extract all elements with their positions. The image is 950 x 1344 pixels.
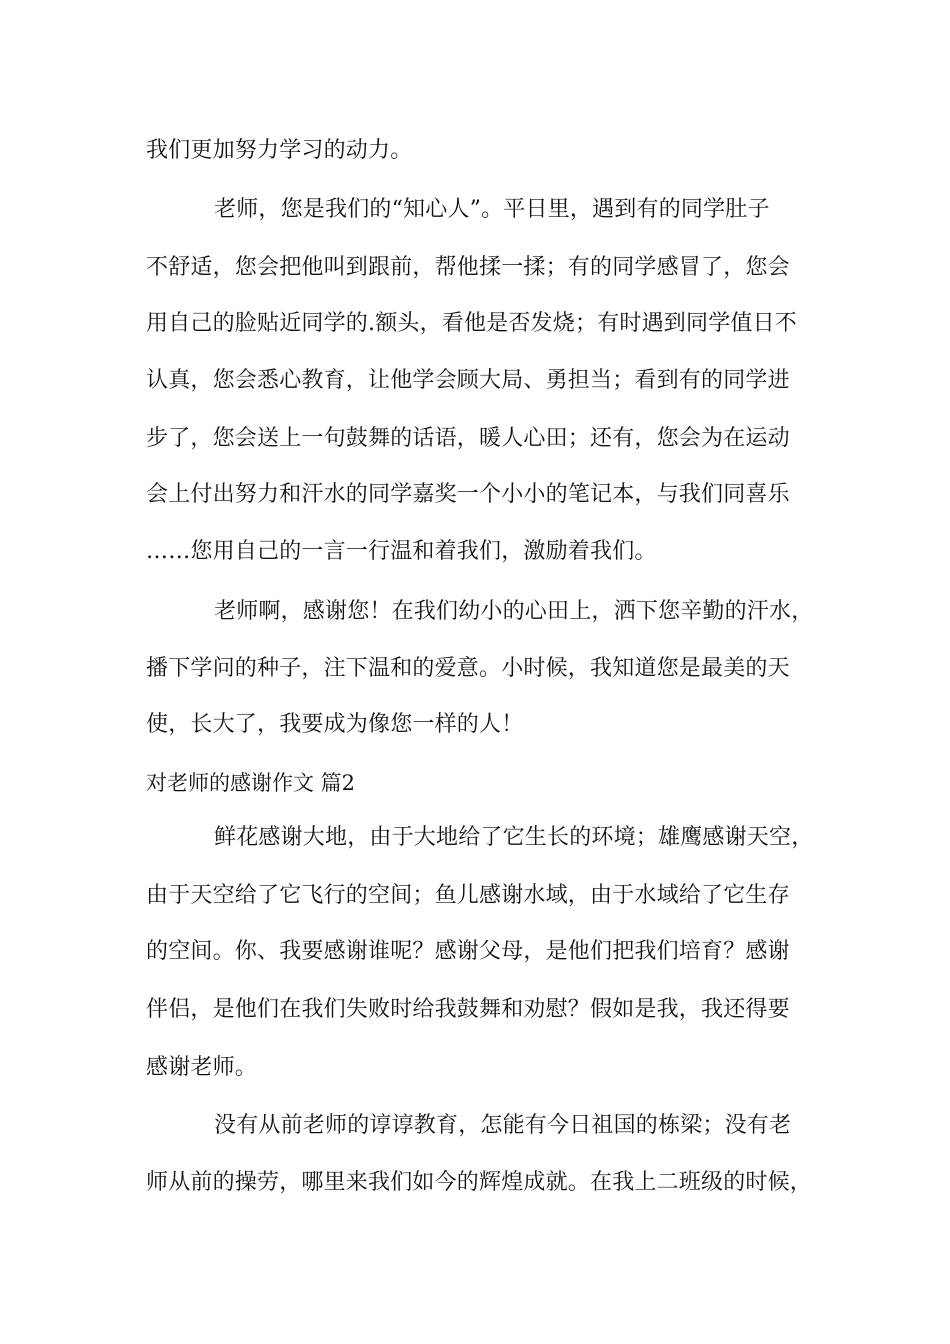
paragraph-line-9: 老师啊，感谢您！在我们幼小的心田上，洒下您辛勤的汗水， — [214, 599, 814, 624]
paragraph-line-12: 鲜花感谢大地，由于大地给了它生长的环境；雄鹰感谢天空， — [214, 825, 814, 850]
paragraph-line-11: 使，长大了，我要成为像您一样的人！ — [146, 712, 524, 737]
paragraph-line-16: 感谢老师。 — [146, 1055, 258, 1080]
paragraph-line-7: 会上付出努力和汗水的同学嘉奖一个小小的笔记本，与我们同喜乐 — [146, 482, 790, 507]
section-heading: 对老师的感谢作文 篇2 — [146, 771, 356, 795]
paragraph-line-3: 不舒适，您会把他叫到跟前，帮他揉一揉；有的同学感冒了，您会 — [146, 255, 790, 280]
paragraph-line-15: 伴侣，是他们在我们失败时给我鼓舞和劝慰？假如是我，我还得要 — [146, 997, 790, 1022]
paragraph-line-6: 步了，您会送上一句鼓舞的话语，暖人心田；还有，您会为在运动 — [146, 426, 790, 451]
paragraph-line-10: 播下学问的种子，注下温和的爱意。小时候，我知道您是最美的天 — [146, 656, 790, 681]
paragraph-line-18: 师从前的操劳，哪里来我们如今的辉煌成就。在我上二班级的时候， — [146, 1170, 813, 1195]
paragraph-line-14: 的空间。你、我要感谢谁呢？感谢父母，是他们把我们培育？感谢 — [146, 939, 790, 964]
paragraph-line-5: 认真，您会悉心教育，让他学会顾大局、勇担当；看到有的同学进 — [146, 368, 790, 393]
paragraph-line-8: ……您用自己的一言一行温和着我们，激励着我们。 — [146, 539, 657, 564]
paragraph-line-1: 我们更加努力学习的动力。 — [146, 138, 413, 163]
paragraph-line-2: 老师，您是我们的“知心人”。平日里，遇到有的同学肚子 — [214, 197, 770, 222]
paragraph-line-4: 用自己的脸贴近同学的.额头，看他是否发烧；有时遇到同学值日不 — [146, 311, 797, 336]
paragraph-line-13: 由于天空给了它飞行的空间；鱼儿感谢水域，由于水域给了它生存 — [146, 883, 790, 908]
paragraph-line-17: 没有从前老师的谆谆教育，怎能有今日祖国的栋梁；没有老 — [214, 1113, 792, 1138]
